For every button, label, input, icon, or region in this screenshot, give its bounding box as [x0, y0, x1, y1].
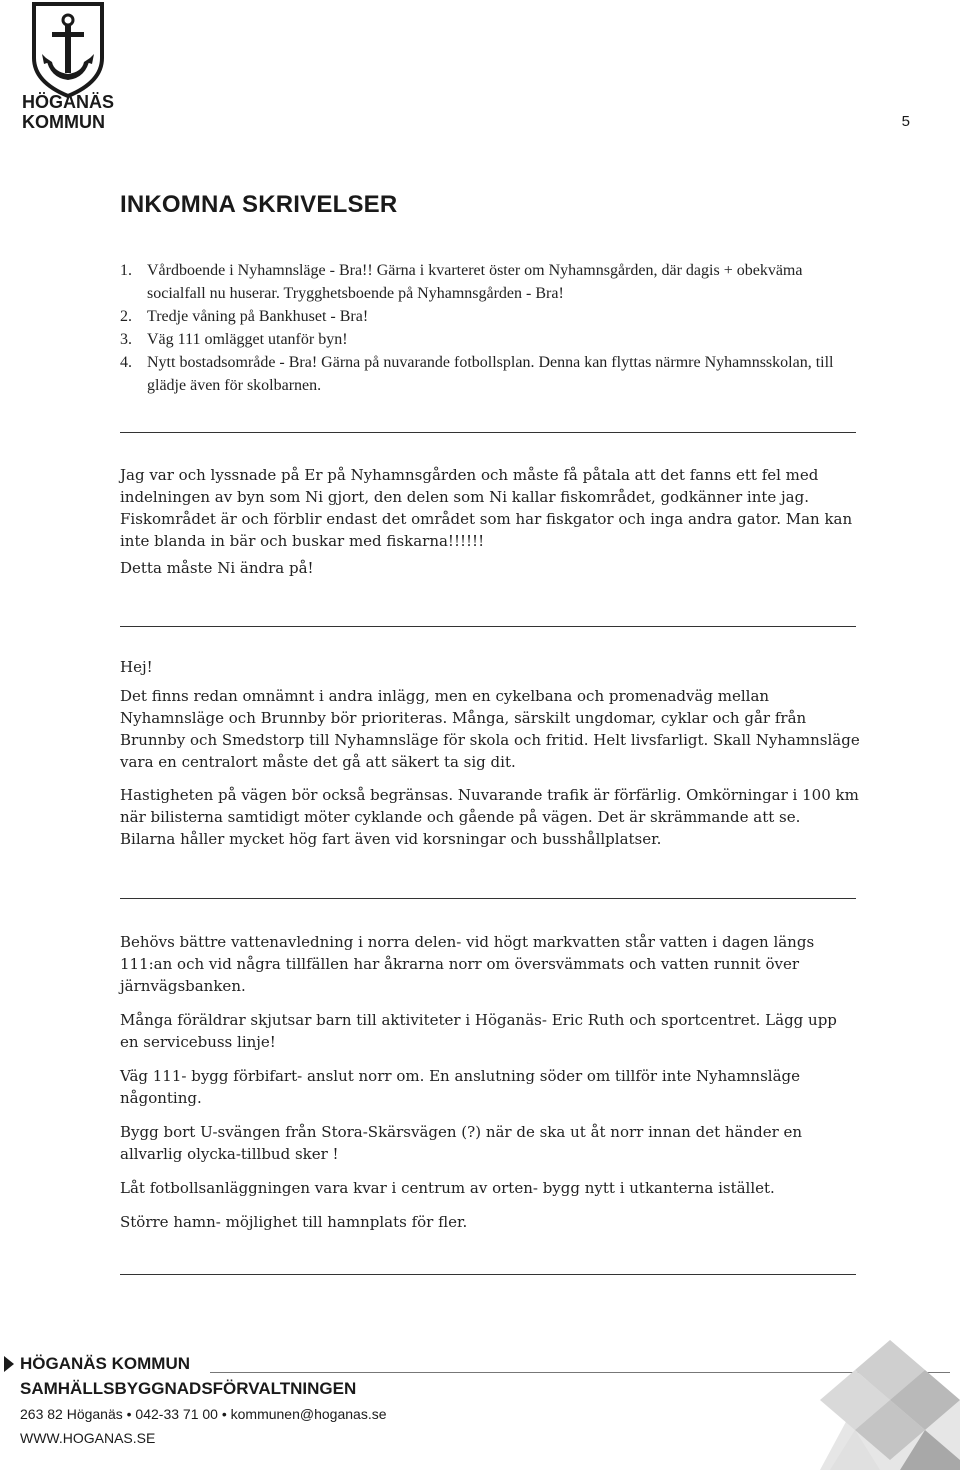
list-item-number: 1. [120, 262, 132, 279]
list-item-text: Tredje våning på Bankhuset - Bra! [147, 308, 369, 325]
arrow-right-icon [4, 1356, 14, 1372]
paragraph: Låt fotbollsanläggningen vara kvar i centrum av orten- bygg nytt i utkanterna istället. [120, 1179, 775, 1197]
logo-text-line2: KOMMUN [22, 112, 105, 132]
page-number: 5 [901, 113, 910, 130]
section-divider [120, 1274, 856, 1275]
list-item-number: 3. [120, 331, 132, 348]
footer-website: WWW.HOGANAS.SE [20, 1430, 156, 1446]
paragraph: Väg 111- bygg förbifart- anslut norr om. En anslutning söder om tillför inte Nyhamnsläge någonting. [120, 1067, 801, 1107]
list-item [120, 351, 860, 397]
paragraph: Bygg bort U-svängen från Stora-Skärsvägen (?) när de ska ut åt norr innan det händer en allvarlig olycka-tillbud sker ! [120, 1123, 803, 1163]
section-divider [120, 432, 856, 433]
numbered-list-section [120, 259, 860, 397]
submission-fiskomradet [120, 464, 860, 579]
page-title: INKOMNA SKRIVELSER [120, 191, 398, 218]
paragraph: Större hamn- möjlighet till hamnplats för fler. [120, 1213, 468, 1231]
list-item-number: 2. [120, 308, 132, 325]
numbered-list [120, 259, 860, 397]
list-item-text: Nytt bostadsområde - Bra! Gärna på nuvarande fotbollsplan. Denna kan flyttas närmre Nyhamnsskolan, till glädje även för skolbarnen. [147, 354, 834, 394]
paragraph: Detta måste Ni ändra på! [120, 559, 314, 577]
list-item [120, 305, 860, 328]
greeting: Hej! [120, 658, 153, 676]
paragraph: Jag var och lyssnade på Er på Nyhamnsgården och måste få påtala att det fanns ett fel med indelningen av byn som Ni gjort, den delen som Ni kallar fiskområdet, godkänner inte jag. Fiskområdet är och förblir endast det området som har fiskgator och inga andra gator. Man kan inte blanda in bär och buskar med fiskarna!!!!!! [120, 466, 853, 550]
paragraph: Det finns redan omnämnt i andra inlägg, men en cykelbana och promenadväg mellan Nyhamnsläge och Brunnby bör prioriteras. Många, särskilt ungdomar, cyklar och går från Brunnby och Smedstorp till Nyhamnsläge för skola och fritid. Helt livsfarligt. Skall Nyhamnsläge vara en centralort måste det gå att säkert ta sig dit. [120, 687, 860, 771]
submission-cykelbana [120, 656, 860, 850]
logo-text-line1: HÖGANÄS [22, 92, 115, 112]
footer-diamond-pattern [820, 1340, 960, 1470]
section-divider [120, 626, 856, 627]
list-item-number: 4. [120, 354, 132, 371]
footer-department: SAMHÄLLSBYGGNADSFÖRVALTNINGEN [20, 1379, 357, 1398]
section-divider [120, 898, 856, 899]
paragraph: Behövs bättre vattenavledning i norra delen- vid högt markvatten står vatten i dagen längs 111:an och vid några tillfällen har åkrarna norr om översvämmats och vatten runnit över järnvägsbanken. [120, 933, 815, 995]
list-item [120, 259, 860, 305]
footer-contact: 263 82 Höganäs • 042-33 71 00 • kommunen@hoganas.se [20, 1406, 387, 1422]
list-item [120, 328, 860, 351]
paragraph: Många föräldrar skjutsar barn till aktiviteter i Höganäs- Eric Ruth och sportcentret. Lägg upp en servicebuss linje! [120, 1011, 837, 1051]
list-item-text: Vårdboende i Nyhamnsläge - Bra!! Gärna i kvarteret öster om Nyhamnsgården, där dagis + obekväma socialfall nu huserar. Trygghetsboende på Nyhamnsgården - Bra! [147, 262, 803, 302]
list-item-text: Väg 111 omlägget utanför byn! [147, 331, 348, 348]
footer-org-name: HÖGANÄS KOMMUN [20, 1354, 190, 1373]
submission-vattenavledning [120, 931, 860, 1233]
paragraph: Hastigheten på vägen bör också begränsas. Nuvarande trafik är förfärlig. Omkörningar i 100 km när bilisterna samtidigt möter cyklande och gående på vägen. Det är skrämmande att se. Bilarna håller mycket hög fart även vid korsningar och busshållplatser. [120, 786, 859, 848]
